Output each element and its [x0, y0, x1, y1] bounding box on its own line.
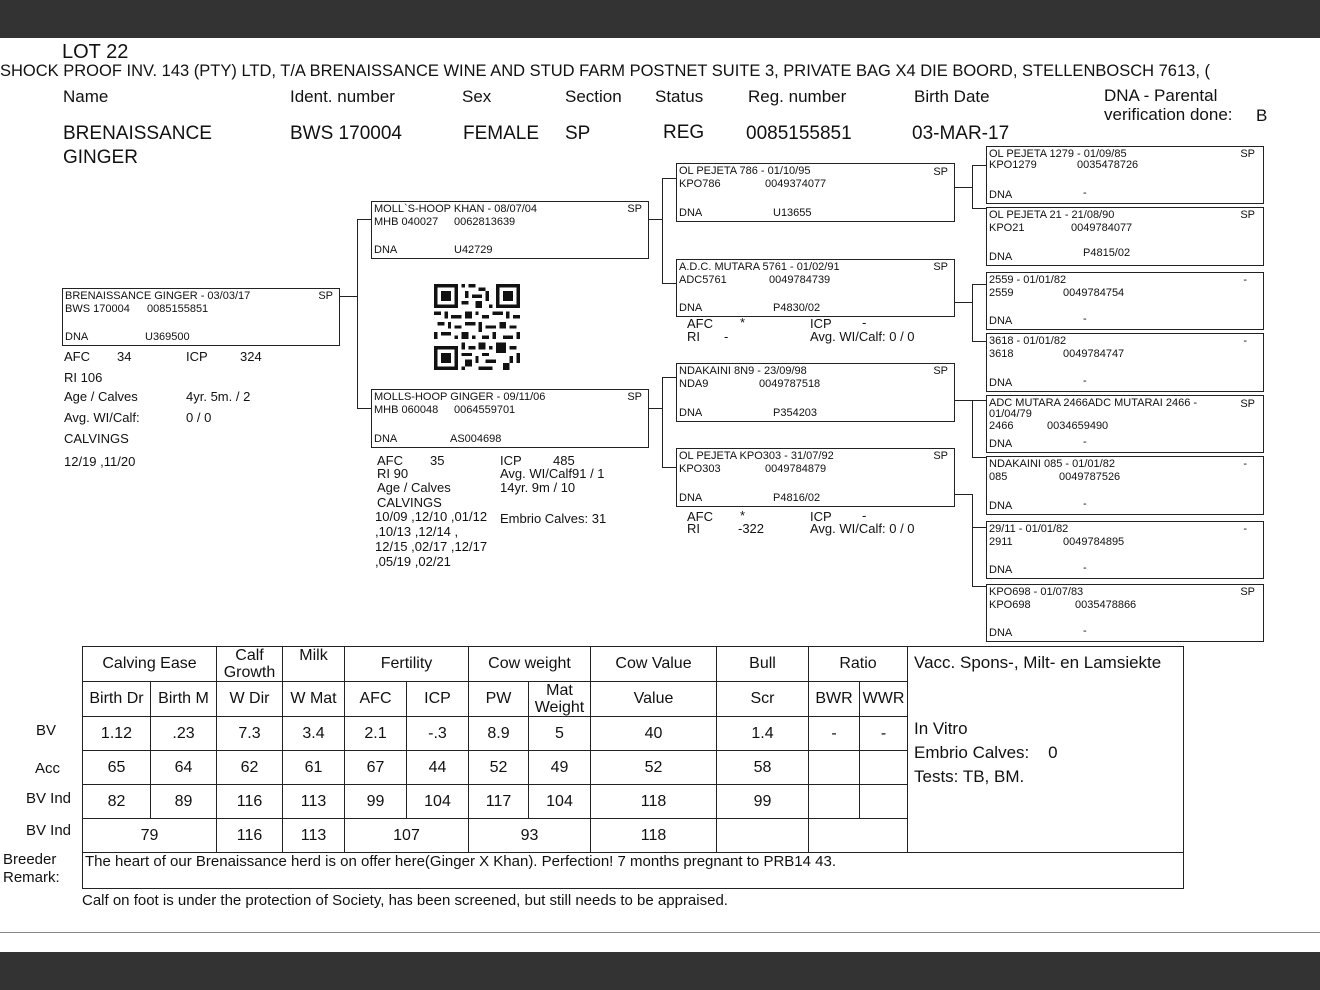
gp-ri-label: RI	[687, 329, 700, 344]
bvind2-cell: 113	[283, 819, 345, 853]
box-section: SP	[933, 261, 948, 273]
box-section: SP	[1240, 209, 1255, 221]
group-fertility: Fertility	[345, 647, 469, 682]
box-id: 2559	[989, 287, 1014, 299]
box-title: MOLLS-HOOP GINGER - 09/11/06	[374, 391, 546, 403]
group-cow-weight: Cow weight	[469, 647, 591, 682]
col-wwr: WWR	[860, 682, 908, 717]
col-birth-dr: Birth Dr	[83, 682, 151, 717]
box-dna-value: -	[1083, 313, 1087, 325]
bv-cell: -	[809, 717, 860, 751]
bvind2-cell	[717, 819, 809, 853]
box-id: KPO21	[989, 222, 1025, 234]
box-reg: 0035478866	[1075, 599, 1137, 611]
animal-name-2: GINGER	[63, 147, 138, 168]
gp-icp-label: ICP	[810, 509, 832, 524]
row-label-bvind: BV Ind	[25, 790, 71, 807]
box-dna-value: -	[1083, 625, 1087, 637]
tests-text: Tests: TB, BM.	[914, 767, 1025, 786]
box-title: OL PEJETA 21 - 21/08/90	[989, 209, 1115, 221]
qr-code	[432, 284, 522, 370]
box-section: SP	[1240, 586, 1255, 598]
col-w-dir: W Dir	[217, 682, 283, 717]
bv-cell: .23	[151, 717, 217, 751]
group-cow-value: Cow Value	[591, 647, 717, 682]
acc-cell: 58	[717, 751, 809, 785]
col-mat-weight: Mat Weight	[529, 682, 591, 717]
pedigree-gp-box	[676, 163, 955, 222]
footnote: Calf on foot is under the protection of Society, has been screened, but still needs to be appraised.	[82, 892, 728, 909]
subject-afc: 34	[117, 349, 132, 364]
box-id: BWS 170004	[65, 303, 130, 315]
bvind-cell: 99	[345, 785, 407, 819]
breeding-values-table	[82, 646, 1184, 889]
col-icp: ICP	[407, 682, 469, 717]
box-dna-value: -	[1083, 436, 1087, 448]
connector	[972, 457, 986, 458]
box-reg: 0049784754	[1063, 287, 1125, 299]
bv-cell: 40	[591, 717, 717, 751]
dam-calvings-1: 10/09 ,12/10 ,01/12	[375, 509, 488, 524]
box-section: -	[1243, 335, 1247, 347]
group-calving-ease: Calving Ease	[83, 647, 217, 682]
dam-age-label: Age / Calves	[377, 480, 451, 495]
gp-afc: *	[740, 315, 746, 330]
row-label-bv: BV	[35, 722, 56, 739]
pedigree-gp-box	[676, 259, 955, 317]
bv-cell: -.3	[407, 717, 469, 751]
pedigree-ggp-box	[986, 584, 1264, 642]
subject-wi: 0 / 0	[186, 410, 212, 425]
connector	[662, 178, 663, 284]
connector	[954, 187, 972, 188]
row-label-bvind-2: BV Ind	[25, 822, 71, 839]
acc-cell: 62	[217, 751, 283, 785]
dam-icp: 485	[553, 453, 575, 468]
subject-icp: 324	[240, 349, 262, 364]
connector	[357, 408, 371, 409]
box-dna-value: P354203	[773, 407, 818, 419]
animal-ident: BWS 170004	[290, 123, 402, 144]
acc-cell	[860, 751, 908, 785]
box-id: ADC5761	[679, 274, 727, 286]
col-birth-m: Birth M	[151, 682, 217, 717]
subject-icp-label: ICP	[186, 349, 208, 364]
bv-cell: -	[860, 717, 908, 751]
box-title: 3618 - 01/01/82	[989, 335, 1067, 347]
acc-cell: 64	[151, 751, 217, 785]
box-dna-label: DNA	[989, 438, 1013, 450]
bvind-cell: 118	[591, 785, 717, 819]
box-section: SP	[1240, 398, 1255, 410]
box-dna-value: P4830/02	[773, 302, 821, 314]
box-title: 2559 - 01/01/82	[989, 274, 1067, 286]
header-ident: Ident. number	[290, 87, 395, 106]
dam-calvings-2: ,10/13 ,12/14 ,	[375, 524, 459, 539]
group-header-row	[83, 647, 1184, 682]
box-title: KPO698 - 01/07/83	[989, 586, 1084, 598]
connector	[972, 341, 986, 342]
pedigree-sire-box	[371, 201, 649, 259]
connector	[954, 400, 972, 401]
bvind2-cell	[809, 819, 908, 853]
gp-icp: -	[862, 315, 867, 330]
subject-age-label: Age / Calves	[64, 389, 138, 404]
box-section: -	[1243, 523, 1247, 535]
subject-age: 4yr. 5m. / 2	[186, 389, 251, 404]
dam-calvings-4: ,05/19 ,02/21	[375, 554, 451, 569]
header-section: Section	[565, 87, 622, 106]
connector	[648, 408, 662, 409]
group-bull: Bull	[717, 647, 809, 682]
col-afc: AFC	[345, 682, 407, 717]
vacc-text: Vacc. Spons-, Milt- en Lamsiekte	[914, 653, 1162, 672]
gp-ri: -	[724, 329, 729, 344]
subject-ri: RI 106	[64, 370, 103, 385]
dna-verif-value: B	[1256, 106, 1268, 125]
gp-ri: -322	[738, 521, 765, 536]
gp-wi: Avg. WI/Calf: 0 / 0	[810, 329, 915, 344]
acc-cell: 52	[469, 751, 529, 785]
bvind-cell: 99	[717, 785, 809, 819]
connector	[662, 283, 676, 284]
gp-afc-label: AFC	[687, 316, 713, 331]
box-id: 2466	[989, 420, 1014, 432]
dam-calvings-3: 12/15 ,02/17 ,12/17	[375, 539, 488, 554]
box-reg: 0049784895	[1063, 536, 1125, 548]
pedigree-dam-box	[371, 389, 649, 448]
header-status: Status	[655, 87, 704, 106]
box-dna-label: DNA	[989, 315, 1013, 327]
bv-cell: 1.12	[83, 717, 151, 751]
box-section: SP	[318, 290, 333, 302]
connector	[662, 377, 676, 378]
dam-afc: 35	[430, 453, 445, 468]
owner-line: SHOCK PROOF INV. 143 (PTY) LTD, T/A BRENAISSANCE WINE AND STUD FARM POSTNET SUITE 3, PRIVATE BAG X4 DIE BOORD, STELLENBOSCH 7613, (	[0, 62, 1210, 80]
invitro-text: In Vitro	[914, 719, 968, 738]
bvind-cell: 117	[469, 785, 529, 819]
pedigree-ggp-box	[986, 207, 1264, 266]
embrio-text: Embrio Calves: 0	[914, 743, 1058, 762]
box-id: 2911	[989, 536, 1013, 548]
col-value: Value	[591, 682, 717, 717]
box-dna-value: P4816/02	[773, 492, 821, 504]
box-reg: 0085155851	[147, 303, 209, 315]
bv-cell: 5	[529, 717, 591, 751]
box-dna-value: AS004698	[450, 433, 502, 445]
pedigree-ggp-box	[986, 146, 1264, 204]
box-reg: 0034659490	[1047, 420, 1109, 432]
gp-icp: -	[862, 508, 867, 523]
connector	[972, 165, 973, 209]
bvind-cell: 116	[217, 785, 283, 819]
gp-afc-label: AFC	[687, 509, 713, 524]
bvind-cell: 104	[407, 785, 469, 819]
box-dna-label: DNA	[989, 627, 1013, 639]
box-section: SP	[1240, 148, 1255, 160]
connector	[972, 400, 986, 401]
box-id: NDA9	[679, 378, 709, 390]
box-section: -	[1243, 458, 1247, 470]
dam-age: 14yr. 9m / 10	[500, 480, 576, 495]
box-title: NDAKAINI 8N9 - 23/09/98	[679, 365, 807, 377]
group-milk: Milk	[283, 647, 345, 682]
box-title-cont: 01/04/79	[989, 408, 1032, 420]
pedigree-gp-box	[676, 363, 955, 422]
bvind2-cell: 93	[469, 819, 591, 853]
box-dna-value: -	[1083, 375, 1087, 387]
group-calf-growth: Calf Growth	[217, 647, 283, 682]
box-reg: 0064559701	[454, 404, 516, 416]
animal-sex: FEMALE	[463, 123, 540, 144]
animal-reg: 0085155851	[746, 123, 852, 144]
box-dna-value: U13655	[773, 207, 812, 219]
acc-cell: 49	[529, 751, 591, 785]
box-dna-label: DNA	[65, 331, 89, 343]
connector	[972, 284, 986, 285]
box-reg: 0049784747	[1063, 348, 1125, 360]
bv-cell: 2.1	[345, 717, 407, 751]
subject-calvings-label: CALVINGS	[64, 431, 129, 446]
acc-cell: 44	[407, 751, 469, 785]
dam-embrio: Embrio Calves: 31	[500, 511, 607, 526]
box-dna-value: P4815/02	[1083, 247, 1131, 259]
header-birth: Birth Date	[914, 87, 990, 106]
subject-afc-label: AFC	[64, 349, 90, 364]
bvind2-cell: 107	[345, 819, 469, 853]
connector	[972, 527, 986, 528]
bvind-cell: 82	[83, 785, 151, 819]
top-bar	[0, 0, 1320, 38]
header-sex: Sex	[462, 87, 492, 106]
box-reg: 0049784077	[1071, 222, 1133, 234]
box-reg: 0049784879	[765, 463, 827, 475]
box-section: SP	[627, 203, 642, 215]
dam-ri: RI 90	[377, 466, 409, 481]
box-title: OL PEJETA KPO303 - 31/07/92	[679, 450, 834, 462]
connector	[357, 219, 371, 220]
breeder-remark: The heart of our Brenaissance herd is on offer here(Ginger X Khan). Perfection! 7 months pregnant to PRB14 43.	[83, 853, 1184, 889]
gp-afc: *	[740, 508, 746, 523]
remark-label-1: Breeder	[3, 851, 57, 868]
connector	[662, 178, 676, 179]
connector	[662, 467, 676, 468]
box-title: A.D.C. MUTARA 5761 - 01/02/91	[679, 261, 840, 273]
lot-number: LOT 22	[62, 41, 129, 63]
box-dna-value: U369500	[145, 331, 190, 343]
box-section: SP	[627, 391, 642, 403]
connector	[972, 494, 973, 587]
animal-status: REG	[663, 122, 705, 143]
box-dna-value: U42729	[454, 244, 493, 256]
box-dna-label: DNA	[989, 564, 1013, 576]
box-title: OL PEJETA 1279 - 01/09/85	[989, 148, 1127, 160]
col-scr: Scr	[717, 682, 809, 717]
connector	[339, 296, 357, 297]
connector	[357, 219, 358, 409]
box-section: SP	[933, 365, 948, 377]
header-reg: Reg. number	[748, 87, 847, 106]
box-id: MHB 060048	[374, 404, 439, 416]
connector	[972, 208, 986, 209]
animal-name-1: BRENAISSANCE	[63, 123, 212, 144]
col-bwr: BWR	[809, 682, 860, 717]
box-reg: 0049374077	[765, 178, 827, 190]
box-reg: 0049787526	[1059, 471, 1121, 483]
box-id: KPO303	[679, 463, 721, 475]
bvind-cell	[809, 785, 860, 819]
pedigree-gp-box	[676, 448, 955, 507]
box-reg: 0062813639	[454, 216, 516, 228]
group-ratio: Ratio	[809, 647, 908, 682]
box-dna-value: -	[1083, 187, 1087, 199]
bv-cell: 7.3	[217, 717, 283, 751]
box-title: MOLL`S-HOOP KHAN - 08/07/04	[374, 203, 538, 215]
box-dna-label: DNA	[679, 407, 703, 419]
bv-cell: 8.9	[469, 717, 529, 751]
bottom-rule	[0, 932, 1320, 933]
row-label-acc: Acc	[34, 760, 60, 777]
pedigree-ggp-box	[986, 333, 1264, 392]
bvind-cell	[860, 785, 908, 819]
acc-cell: 67	[345, 751, 407, 785]
pedigree-subject-box	[62, 288, 340, 346]
box-id: MHB 040027	[374, 216, 439, 228]
connector	[972, 400, 973, 458]
box-title: 29/11 - 01/01/82	[989, 523, 1069, 535]
bvind2-cell: 118	[591, 819, 717, 853]
dam-icp-label: ICP	[500, 453, 522, 468]
dam-calvings-label: CALVINGS	[377, 495, 442, 510]
pedigree-ggp-box	[986, 395, 1264, 453]
acc-cell: 52	[591, 751, 717, 785]
animal-section: SP	[565, 123, 591, 144]
box-title: ADC MUTARA 2466ADC MUTARAI 2466 -	[989, 397, 1198, 409]
box-section: SP	[933, 450, 948, 462]
pedigree-ggp-box	[986, 272, 1264, 330]
connector	[662, 377, 663, 468]
dam-wi: Avg. WI/Calf91 / 1	[500, 466, 605, 481]
header-dna-verif: verification done:	[1104, 105, 1233, 124]
header-dna: DNA - Parental	[1104, 86, 1218, 105]
box-id: KPO1279	[989, 159, 1037, 171]
side-info-cell	[908, 647, 1184, 853]
box-dna-label: DNA	[989, 377, 1013, 389]
box-dna-value: -	[1083, 562, 1087, 574]
connector	[972, 165, 986, 166]
pedigree-ggp-box	[986, 521, 1264, 579]
box-dna-label: DNA	[374, 244, 398, 256]
box-dna-label: DNA	[989, 500, 1013, 512]
box-title: NDAKAINI 085 - 01/01/82	[989, 458, 1115, 470]
connector	[972, 284, 973, 342]
bv-cell: 3.4	[283, 717, 345, 751]
bvind-cell: 104	[529, 785, 591, 819]
box-id: 085	[989, 471, 1008, 483]
box-reg: 0049784739	[769, 274, 831, 286]
box-dna-label: DNA	[989, 189, 1013, 201]
box-reg: 0049787518	[759, 378, 821, 390]
acc-cell: 61	[283, 751, 345, 785]
gp-wi: Avg. WI/Calf: 0 / 0	[810, 521, 915, 536]
connector	[954, 302, 972, 303]
subject-wi-label: Avg. WI/Calf:	[64, 410, 140, 425]
box-dna-value: -	[1083, 498, 1087, 510]
gp-ri-label: RI	[687, 521, 700, 536]
dam-afc-label: AFC	[377, 453, 403, 468]
bv-cell: 1.4	[717, 717, 809, 751]
box-id: KPO698	[989, 599, 1031, 611]
box-id: KPO786	[679, 178, 721, 190]
subject-calvings: 12/19 ,11/20	[64, 454, 136, 469]
box-dna-label: DNA	[679, 207, 703, 219]
box-title: BRENAISSANCE GINGER - 03/03/17	[65, 290, 251, 302]
box-dna-label: DNA	[989, 251, 1013, 263]
bvind-cell: 113	[283, 785, 345, 819]
col-w-mat: W Mat	[283, 682, 345, 717]
box-section: SP	[933, 166, 948, 178]
box-reg: 0035478726	[1077, 159, 1139, 171]
connector	[972, 586, 986, 587]
bvind2-cell: 116	[217, 819, 283, 853]
box-title: OL PEJETA 786 - 01/10/95	[679, 165, 811, 177]
bvind-cell: 89	[151, 785, 217, 819]
col-pw: PW	[469, 682, 529, 717]
box-id: 3618	[989, 348, 1014, 360]
remark-row	[83, 853, 1184, 889]
header-name: Name	[63, 87, 109, 106]
box-section: -	[1243, 274, 1247, 286]
connector	[648, 219, 662, 220]
bottom-bar	[0, 952, 1320, 990]
gp-icp-label: ICP	[810, 316, 832, 331]
animal-birth: 03-MAR-17	[912, 123, 1010, 144]
connector	[954, 494, 972, 495]
acc-cell	[809, 751, 860, 785]
bvind2-cell: 79	[83, 819, 217, 853]
remark-label-2: Remark:	[3, 869, 60, 886]
box-dna-label: DNA	[374, 433, 398, 445]
box-dna-label: DNA	[679, 302, 703, 314]
acc-cell: 65	[83, 751, 151, 785]
pedigree-ggp-box	[986, 456, 1264, 515]
box-dna-label: DNA	[679, 492, 703, 504]
